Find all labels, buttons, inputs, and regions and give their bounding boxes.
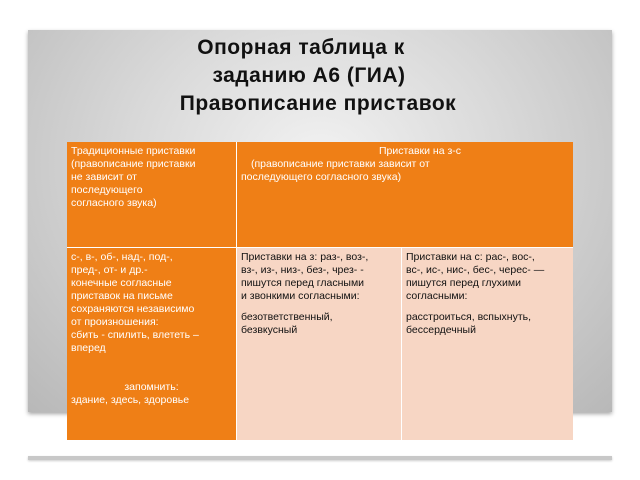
s-examples-line-2: бессердечный bbox=[406, 324, 476, 336]
title-line-3: Правописание приставок bbox=[179, 92, 457, 115]
body-z-prefixes: Приставки на з: раз-, воз-, вз-, из-, низ-, без-, чрез- - пишутся перед гласными и звонкими согласными: безответственный, безвкусный bbox=[237, 248, 402, 440]
z-examples-line-2: безвкусный bbox=[241, 324, 298, 336]
title-line-2: заданию А6 (ГИА) bbox=[212, 64, 406, 87]
z-examples-line-1: безответственный, bbox=[241, 311, 333, 323]
s-examples-line-1: расстроиться, вспыхнуть, bbox=[406, 311, 532, 323]
remember-examples: здание, здесь, здоровье bbox=[71, 394, 190, 406]
body-traditional-prefixes: с-, в-, об-, над-, под-, пред-, от- и др.- конечные согласные приставок на письме сохраняются независимо от произношения: сбить - спилить, влететь – вперед запомнить: здание, здесь, здоровье bbox=[67, 248, 237, 440]
title-line-1: Опорная таблица к bbox=[197, 36, 405, 59]
body-s-prefixes: Приставки на с: рас-, вос-, вс-, ис-, нис-, бес-, черес- — пишутся перед глухими согласными: расстроиться, вспыхнуть, бессердечный bbox=[402, 248, 573, 440]
remember-label: запомнить: bbox=[124, 381, 179, 393]
header-z-s-prefixes: Приставки на з-с (правописание приставки зависит от последующего согласного звука) bbox=[237, 142, 573, 248]
bottom-divider bbox=[28, 456, 612, 460]
header-traditional-prefixes: Традиционные приставки (правописание приставки не зависит от последующего согласного звука) bbox=[67, 142, 237, 248]
page-title bbox=[0, 34, 640, 118]
